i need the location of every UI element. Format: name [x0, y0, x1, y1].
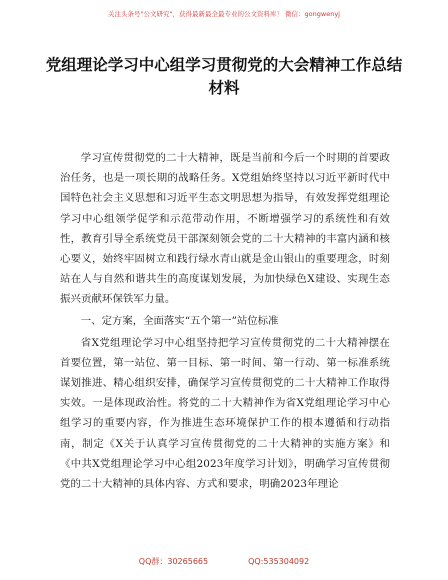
document-body: [60, 148, 390, 494]
document-title: 党组理论学习中心组学习贯彻党的大会精神工作总结材料: [45, 56, 403, 97]
footer-contact: [0, 556, 448, 567]
section-paragraph: 省X党组理论学习中心组坚持把学习宣传贯彻党的二十大精神摆在首要位置，第一站位、第一目标、第一时间、第一行动、第一标准系统谋划推进、精心组织安排，确保学习宣传贯彻党的二十大精神工作取得实效。一是体现政治性。将党的二十大精神作为省X党组理论学习中心组学习的重要内容，作为推进生态环境保护工作的根本遵循和行动指南，制定《X关于认真学习宣传贯彻党的二十大精神的实施方案》和《中共X党组理论学习中心组2023年度学习计划》，明确学习宣传贯彻党的二十大精神的具体内容、方式和要求，明确2023年理论: [60, 336, 390, 491]
section-heading: 一、定方案，全面落实“五个第一”站位标准: [80, 314, 279, 327]
intro-paragraph: 学习宣传贯彻党的二十大精神，既是当前和今后一个时期的首要政治任务，也是一项长期的战略任务。X党组始终坚持以习近平新时代中国特色社会主义思想和习近平生态文明思想为指导，有效发挥党组理论学习中心组领学促学和示范带动作用，不断增强学习的系统性和有效性，教育引导全系统党员干部深刻领会党的二十大精神的丰富内涵和核心要义，始终牢固树立和践行绿水青山就是金山银山的重要理念，时刻站在人与自然和谐共生的高度谋划发展，为加快绿色X建设、实现生态振兴贡献环保铁军力量。: [60, 152, 390, 306]
header-promo-note: 关注头条号"公文研究"，获得最新最全最专业的公文资料库！ 微信：gongwenyj: [108, 10, 340, 18]
footer-qq-number: QQ:535304092: [248, 557, 310, 566]
footer-qq-group: QQ群：30265665: [138, 557, 209, 566]
